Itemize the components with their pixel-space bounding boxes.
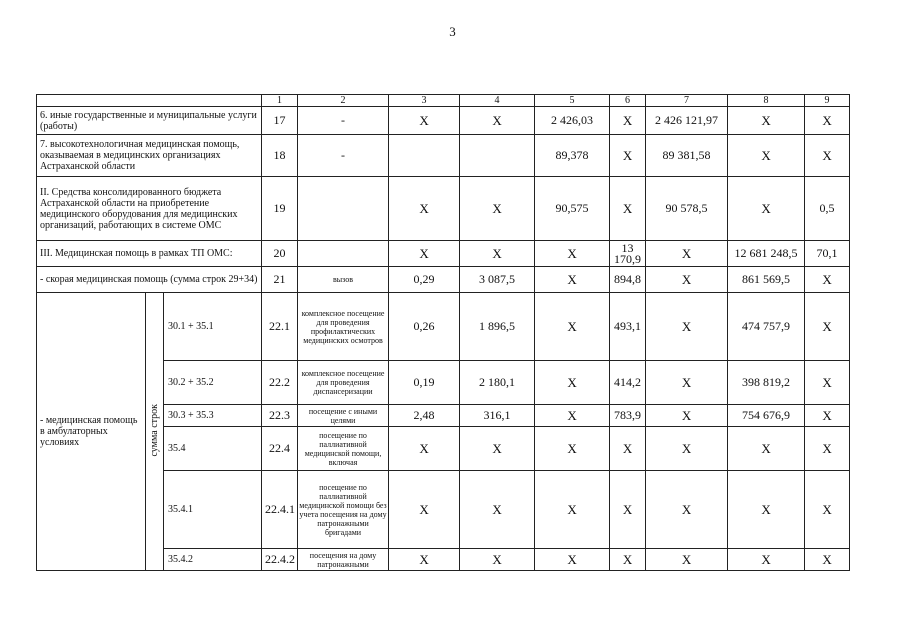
sum-rows-cell: 35.4.2 (164, 549, 262, 571)
value-cell: X (535, 405, 610, 427)
value-cell: X (389, 549, 460, 571)
unit-cell: вызов (298, 267, 389, 293)
row-name: - медицинская помощь в амбулаторных условиях (37, 293, 146, 571)
value-cell: X (389, 471, 460, 549)
row-number: 21 (262, 267, 298, 293)
value-cell: X (805, 361, 850, 405)
vertical-label: сумма строк (149, 403, 160, 457)
row-name: 6. иные государственные и муниципальные услуги (работы) (37, 107, 262, 135)
value-cell: X (646, 405, 728, 427)
value-cell: X (646, 471, 728, 549)
value-cell: 474 757,9 (728, 293, 805, 361)
table-row (37, 241, 850, 267)
table-row (37, 293, 850, 361)
value-cell: 398 819,2 (728, 361, 805, 405)
value-cell: X (535, 549, 610, 571)
value-cell: 0,19 (389, 361, 460, 405)
col-number: 5 (535, 95, 610, 107)
unit-cell: комплексное посещение для проведения профилактических медицинских осмотров (298, 293, 389, 361)
col-number: 7 (646, 95, 728, 107)
sum-rows-cell: 35.4.1 (164, 471, 262, 549)
value-cell: X (535, 293, 610, 361)
value-cell: X (646, 361, 728, 405)
value-cell: X (389, 177, 460, 241)
row-name: II. Средства консолидированного бюджета Астраханской области на приобретение медицинского оборудования для медицинских организаций, работающих в системе ОМС (37, 177, 262, 241)
value-cell: 861 569,5 (728, 267, 805, 293)
value-cell: X (805, 427, 850, 471)
value-cell: X (535, 471, 610, 549)
value-cell: 414,2 (610, 361, 646, 405)
value-cell: X (535, 267, 610, 293)
value-cell: X (389, 107, 460, 135)
sum-rows-cell: 30.3 + 35.3 (164, 405, 262, 427)
value-cell: 2 426 121,97 (646, 107, 728, 135)
value-cell: X (646, 549, 728, 571)
value-cell: X (646, 427, 728, 471)
header-empty-cell (37, 95, 262, 107)
value-cell: 783,9 (610, 405, 646, 427)
value-cell: 90 578,5 (646, 177, 728, 241)
value-cell: X (805, 471, 850, 549)
value-cell: X (389, 241, 460, 267)
value-cell: 90,575 (535, 177, 610, 241)
value-cell: X (535, 427, 610, 471)
row-number: 17 (262, 107, 298, 135)
unit-cell: посещение по паллиативной медицинской помощи без учета посещения на дому патронажными бригадами (298, 471, 389, 549)
value-cell: X (460, 471, 535, 549)
row-number: 22.4 (262, 427, 298, 471)
col-number: 6 (610, 95, 646, 107)
value-cell: X (646, 267, 728, 293)
unit-cell (298, 177, 389, 241)
col-number: 8 (728, 95, 805, 107)
unit-cell (298, 241, 389, 267)
value-cell: X (728, 107, 805, 135)
value-cell: 13 170,9 (610, 241, 646, 267)
value-cell: 3 087,5 (460, 267, 535, 293)
value-cell: 12 681 248,5 (728, 241, 805, 267)
row-number: 22.4.2 (262, 549, 298, 571)
row-name: - скорая медицинская помощь (сумма строк 29+34) (37, 267, 262, 293)
value-cell: 89 381,58 (646, 135, 728, 177)
value-cell: X (646, 293, 728, 361)
value-cell: X (460, 241, 535, 267)
row-number: 19 (262, 177, 298, 241)
row-number: 22.3 (262, 405, 298, 427)
medical-care-table (36, 94, 850, 571)
row-name: III. Медицинская помощь в рамках ТП ОМС: (37, 241, 262, 267)
value-cell: X (610, 177, 646, 241)
page-number: 3 (449, 24, 456, 39)
column-number-row (37, 95, 850, 107)
value-cell (389, 135, 460, 177)
value-cell: X (460, 427, 535, 471)
value-cell: X (460, 177, 535, 241)
value-cell: 316,1 (460, 405, 535, 427)
value-cell: X (389, 427, 460, 471)
value-cell: X (610, 107, 646, 135)
value-cell: 2 426,03 (535, 107, 610, 135)
value-cell: X (728, 135, 805, 177)
sum-rows-cell: 35.4 (164, 427, 262, 471)
table-row (37, 267, 850, 293)
row-number: 22.2 (262, 361, 298, 405)
unit-cell: - (298, 135, 389, 177)
vertical-label-cell (146, 293, 164, 571)
unit-cell: комплексное посещение для проведения диспансеризации (298, 361, 389, 405)
value-cell: X (460, 549, 535, 571)
col-number: 3 (389, 95, 460, 107)
row-number: 18 (262, 135, 298, 177)
table-row (37, 177, 850, 241)
value-cell: X (535, 361, 610, 405)
unit-cell: посещения на дому патронажными (298, 549, 389, 571)
value-cell: X (728, 471, 805, 549)
value-cell: 2 180,1 (460, 361, 535, 405)
col-number: 2 (298, 95, 389, 107)
value-cell: X (805, 549, 850, 571)
value-cell: 0,5 (805, 177, 850, 241)
col-number: 4 (460, 95, 535, 107)
value-cell: X (728, 427, 805, 471)
value-cell: 754 676,9 (728, 405, 805, 427)
value-cell: 493,1 (610, 293, 646, 361)
sum-rows-cell: 30.1 + 35.1 (164, 293, 262, 361)
value-cell: 89,378 (535, 135, 610, 177)
value-cell: X (646, 241, 728, 267)
value-cell: 2,48 (389, 405, 460, 427)
value-cell: X (805, 107, 850, 135)
value-cell: X (535, 241, 610, 267)
value-cell (460, 135, 535, 177)
row-name: 7. высокотехнологичная медицинская помощь, оказываемая в медицинских организациях Астраханской области (37, 135, 262, 177)
value-cell: 70,1 (805, 241, 850, 267)
sum-rows-cell: 30.2 + 35.2 (164, 361, 262, 405)
unit-cell: посещение по паллиативной медицинской помощи, включая (298, 427, 389, 471)
table-row (37, 107, 850, 135)
value-cell: X (805, 135, 850, 177)
value-cell: X (728, 549, 805, 571)
value-cell: X (610, 549, 646, 571)
col-number: 9 (805, 95, 850, 107)
unit-cell: - (298, 107, 389, 135)
value-cell: 894,8 (610, 267, 646, 293)
value-cell: X (610, 471, 646, 549)
value-cell: X (728, 177, 805, 241)
value-cell: 1 896,5 (460, 293, 535, 361)
row-number: 20 (262, 241, 298, 267)
value-cell: X (610, 135, 646, 177)
value-cell: 0,29 (389, 267, 460, 293)
unit-cell: посещение с иными целями (298, 405, 389, 427)
value-cell: X (805, 293, 850, 361)
col-number: 1 (262, 95, 298, 107)
row-number: 22.4.1 (262, 471, 298, 549)
row-number: 22.1 (262, 293, 298, 361)
value-cell: X (805, 267, 850, 293)
value-cell: X (805, 405, 850, 427)
value-cell: X (460, 107, 535, 135)
value-cell: 0,26 (389, 293, 460, 361)
table-row (37, 135, 850, 177)
value-cell: X (610, 427, 646, 471)
